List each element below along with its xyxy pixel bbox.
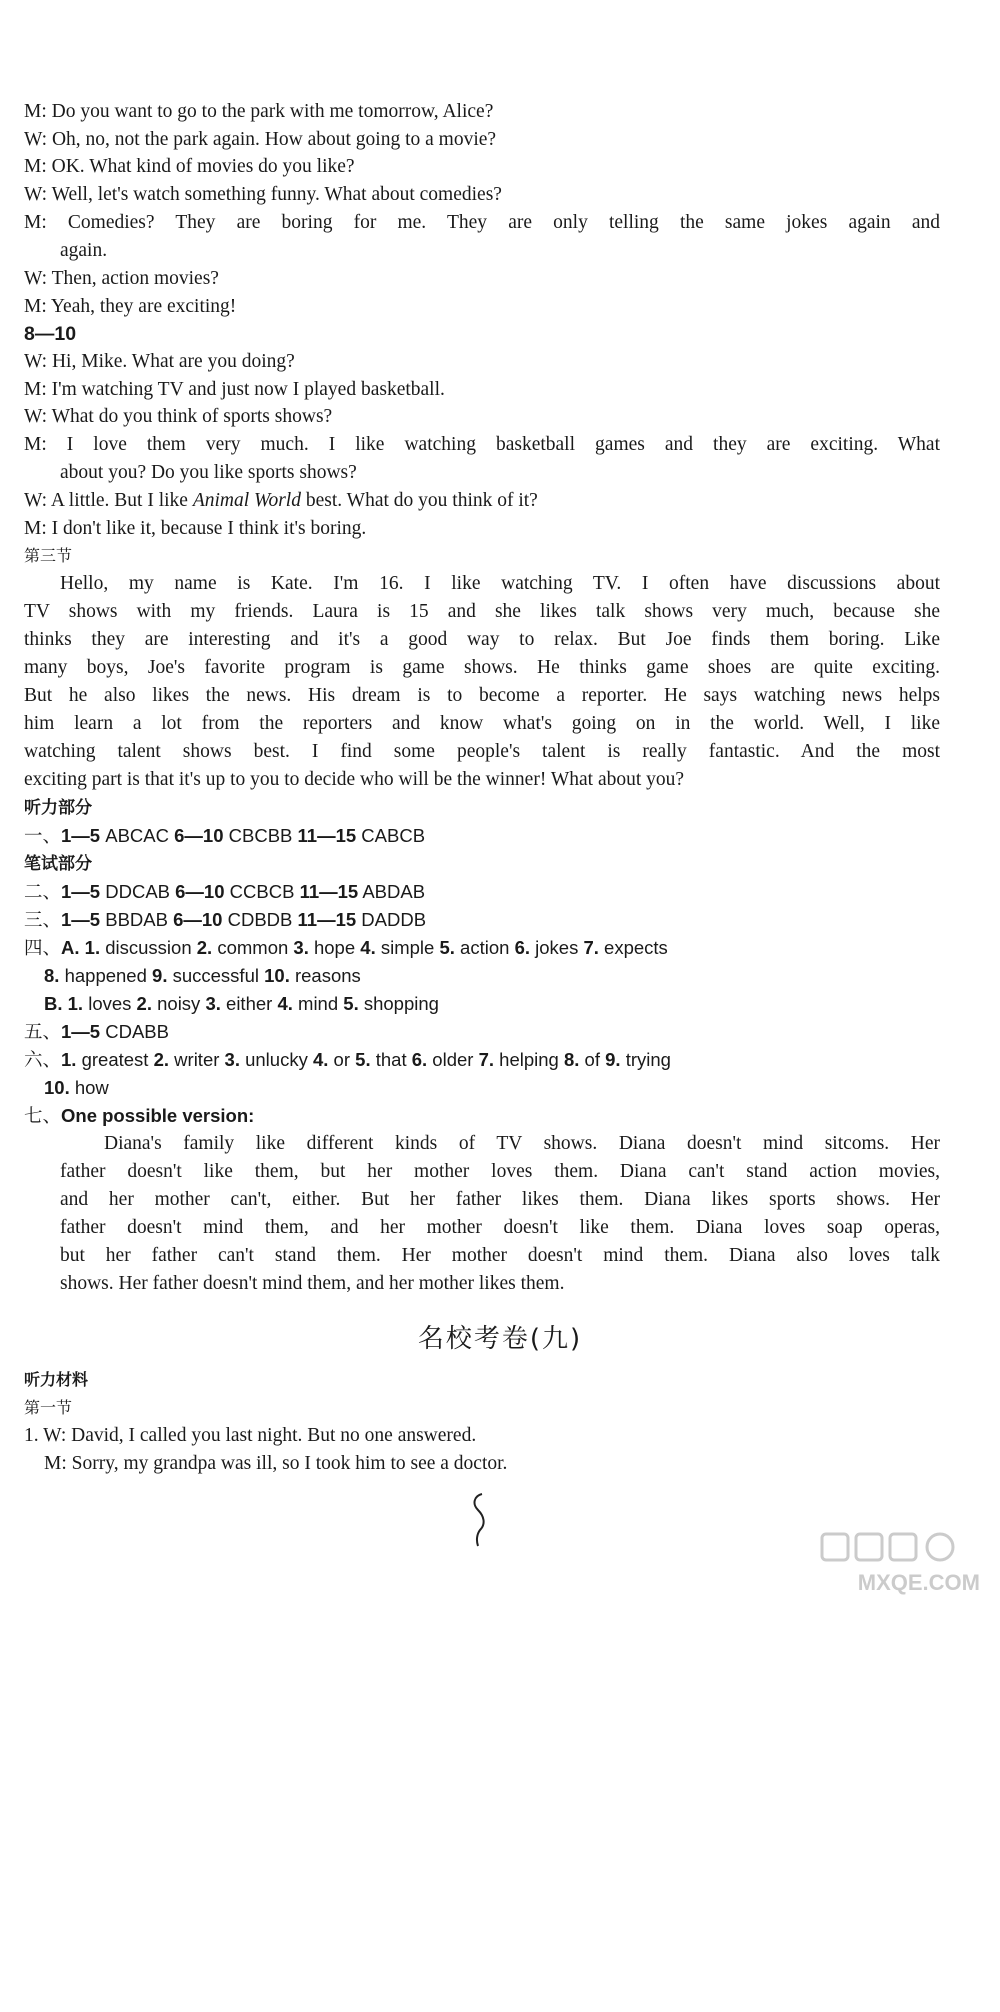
material-heading: 听力材料 bbox=[24, 1370, 89, 1389]
section-label: 第一节 bbox=[24, 1398, 73, 1417]
essay-line: father doesn't mind them, and her mother doesn't like them. Diana loves soap operas, bbox=[60, 1217, 940, 1238]
exam-title: 名校考卷(九) bbox=[417, 1324, 583, 1354]
roman-numeral: 五、 bbox=[24, 1022, 62, 1043]
answer-keys: CBCBB bbox=[223, 825, 298, 846]
answer-word: mind bbox=[292, 993, 344, 1014]
roman-numeral: 七、 bbox=[24, 1106, 62, 1127]
item-number: 5. bbox=[343, 993, 359, 1014]
answer-word: greatest bbox=[76, 1049, 154, 1070]
answer-range: 1—5 bbox=[61, 1021, 101, 1042]
watermark-text: MXQE.COM bbox=[857, 1570, 980, 1595]
section-number: 8—10 bbox=[24, 323, 77, 345]
passage-line: TV shows with my friends. Laura is 15 and she likes talk shows very much, because she bbox=[24, 601, 940, 622]
item-number: 9. bbox=[605, 1049, 621, 1070]
answer-word: noisy bbox=[151, 993, 206, 1014]
answer-word: hope bbox=[308, 937, 361, 958]
essay-label: One possible version: bbox=[61, 1105, 255, 1126]
answer-keys: CABCB bbox=[356, 825, 426, 846]
item-number: 5. bbox=[439, 937, 455, 958]
essay-line: and her mother can't, either. But her father likes them. Diana likes sports shows. Her bbox=[60, 1189, 940, 1210]
answer-word: action bbox=[454, 937, 515, 958]
item-number: 4. bbox=[277, 993, 293, 1014]
dialogue-line: about you? Do you like sports shows? bbox=[60, 462, 357, 483]
listening-heading: 听力部分 bbox=[24, 798, 92, 818]
roman-numeral: 六、 bbox=[24, 1050, 62, 1071]
answer-keys: ABDAB bbox=[358, 881, 426, 902]
answer-range: 6—10 bbox=[175, 881, 225, 902]
answer-range: 1—5 bbox=[61, 881, 101, 902]
answer-keys: DDCAB bbox=[100, 881, 176, 902]
dialogue-line: W: Well, let's watch something funny. What about comedies? bbox=[24, 184, 502, 205]
dialogue-line: W: Oh, no, not the park again. How about going to a movie? bbox=[24, 129, 497, 150]
answer-word: or bbox=[328, 1049, 356, 1070]
item-number: 10. bbox=[44, 1077, 70, 1098]
item-number: 3. bbox=[205, 993, 221, 1014]
written-heading: 笔试部分 bbox=[24, 854, 92, 874]
dialogue-line: M: OK. What kind of movies do you like? bbox=[24, 156, 355, 177]
passage-line: him learn a lot from the reporters and know what's going on in the world. Well, I like bbox=[24, 713, 940, 734]
item-number: 2. bbox=[136, 993, 152, 1014]
dialogue-line: M: Yeah, they are exciting! bbox=[24, 296, 237, 317]
roman-numeral: 一、 bbox=[24, 826, 62, 847]
program-title: Animal World bbox=[192, 490, 301, 511]
section-label: 第三节 bbox=[24, 546, 73, 565]
item-number: B. 1. bbox=[44, 993, 84, 1014]
roman-numeral: 二、 bbox=[24, 882, 62, 903]
passage-line: many boys, Joe's favorite program is game shows. He thinks game shoes are quite exciting. bbox=[24, 657, 940, 678]
answer-word: jokes bbox=[530, 937, 584, 958]
handwritten-mark-icon bbox=[468, 1490, 492, 1550]
essay-line: Diana's family like different kinds of TV shows. Diana doesn't mind sitcoms. Her bbox=[104, 1133, 940, 1154]
answer-range: 1—5 bbox=[61, 909, 101, 930]
item-number: 8. bbox=[44, 965, 60, 986]
answer-range: 11—15 bbox=[299, 881, 359, 902]
answer-keys: CDABB bbox=[100, 1021, 169, 1042]
item-number: 10. bbox=[264, 965, 290, 986]
answer-range: 6—10 bbox=[173, 909, 223, 930]
answer-keys: CCBCB bbox=[224, 881, 300, 902]
answer-word: shopping bbox=[358, 993, 439, 1014]
dialogue-line: W: Hi, Mike. What are you doing? bbox=[24, 351, 295, 372]
answer-word: older bbox=[427, 1049, 479, 1070]
item-number: 4. bbox=[312, 1049, 329, 1070]
item-number: 9. bbox=[152, 965, 168, 986]
dialogue-line: M: Do you want to go to the park with me tomorrow, Alice? bbox=[24, 101, 494, 122]
item-number: 6. bbox=[514, 937, 530, 958]
dialogue-line: W: What do you think of sports shows? bbox=[24, 406, 333, 427]
answer-word: trying bbox=[620, 1049, 671, 1070]
answer-word: common bbox=[212, 937, 294, 958]
item-number: 7. bbox=[478, 1049, 495, 1070]
dialogue-line: M: I don't like it, because I think it's boring. bbox=[24, 518, 367, 539]
passage-line: But he also likes the news. His dream is to become a reporter. He says watching news helps bbox=[24, 685, 940, 706]
answer-range: 11—15 bbox=[297, 825, 357, 846]
dialogue-line: 1. W: David, I called you last night. But no one answered. bbox=[24, 1425, 477, 1446]
answer-word: either bbox=[220, 993, 278, 1014]
answer-range: 6—10 bbox=[174, 825, 224, 846]
answer-word: that bbox=[370, 1049, 412, 1070]
roman-numeral: 三、 bbox=[24, 910, 62, 931]
dialogue-line: M: Comedies? They are boring for me. They are only telling the same jokes again and bbox=[24, 212, 940, 233]
passage-line: exciting part is that it's up to you to decide who will be the winner! What about you? bbox=[24, 769, 685, 790]
answer-word: unlucky bbox=[239, 1049, 313, 1070]
answer-word: expects bbox=[598, 937, 668, 958]
answer-range: 1—5 bbox=[61, 825, 101, 846]
answer-word: writer bbox=[169, 1049, 225, 1070]
essay-line: shows. Her father doesn't mind them, and her mother likes them. bbox=[60, 1273, 565, 1294]
item-number: 6. bbox=[411, 1049, 428, 1070]
answer-word: discussion bbox=[100, 937, 197, 958]
answer-word: successful bbox=[167, 965, 265, 986]
item-number: 2. bbox=[153, 1049, 170, 1070]
answer-keys: DADDB bbox=[356, 909, 427, 930]
answer-word: helping bbox=[494, 1049, 564, 1070]
dialogue-line: again. bbox=[60, 240, 108, 261]
essay-line: father doesn't like them, but her mother loves them. Diana can't stand action movies, bbox=[60, 1161, 940, 1182]
passage-line: thinks they are interesting and it's a good way to relax. But Joe finds them boring. Like bbox=[24, 629, 940, 650]
item-number: 3. bbox=[224, 1049, 240, 1070]
watermark-logo-icon bbox=[820, 1530, 980, 1564]
answer-range: 11—15 bbox=[297, 909, 357, 930]
dialogue-line: M: Sorry, my grandpa was ill, so I took him to see a doctor. bbox=[44, 1453, 508, 1474]
dialogue-line: M: I'm watching TV and just now I played basketball. bbox=[24, 379, 445, 400]
passage-line: watching talent shows best. I find some people's talent is really fantastic. And the most bbox=[24, 741, 940, 762]
answer-keys: CDBDB bbox=[222, 909, 298, 930]
item-number: A. 1. bbox=[61, 937, 101, 958]
answer-word: loves bbox=[83, 993, 137, 1014]
item-number: 2. bbox=[196, 937, 213, 958]
item-number: 8. bbox=[563, 1049, 580, 1070]
dialogue-line: M: I love them very much. I like watching basketball games and they are exciting. What bbox=[24, 434, 940, 455]
text-run: W: A little. But I like bbox=[24, 490, 193, 511]
answer-word: how bbox=[69, 1077, 109, 1098]
answer-word: simple bbox=[375, 937, 440, 958]
answer-keys: ABCAC bbox=[100, 825, 175, 846]
item-number: 5. bbox=[355, 1049, 371, 1070]
dialogue-line: W: Then, action movies? bbox=[24, 268, 219, 289]
essay-line: but her father can't stand them. Her mother doesn't mind them. Diana also loves talk bbox=[60, 1245, 940, 1266]
answer-word: reasons bbox=[289, 965, 361, 986]
answer-keys: BBDAB bbox=[100, 909, 174, 930]
passage-line: Hello, my name is Kate. I'm 16. I like watching TV. I often have discussions about bbox=[60, 573, 940, 594]
item-number: 3. bbox=[293, 937, 309, 958]
answer-word: of bbox=[579, 1049, 606, 1070]
roman-numeral: 四、 bbox=[24, 938, 62, 959]
answer-word: happened bbox=[59, 965, 153, 986]
item-number: 4. bbox=[360, 937, 376, 958]
text-run: best. What do you think of it? bbox=[300, 490, 538, 511]
item-number: 1. bbox=[61, 1049, 77, 1070]
item-number: 7. bbox=[583, 937, 599, 958]
watermark bbox=[780, 1530, 980, 1595]
